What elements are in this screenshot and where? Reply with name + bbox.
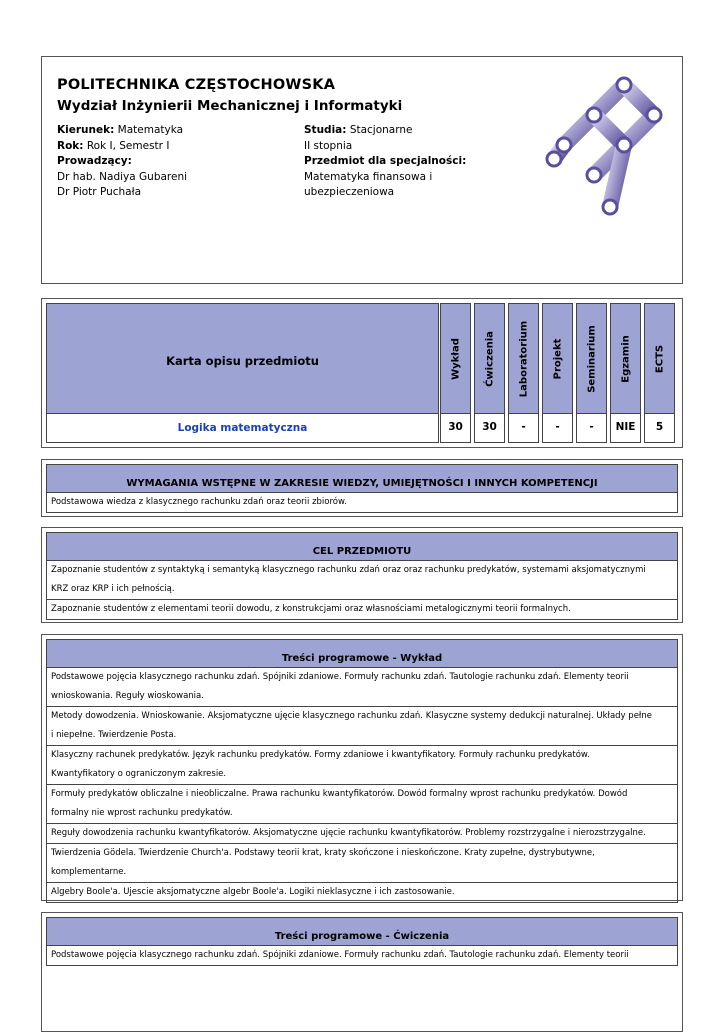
prowadzacy-2: Dr Piotr Puchała xyxy=(57,186,142,198)
table-row xyxy=(46,600,678,620)
stopien-value: II stopnia xyxy=(304,139,353,152)
karta-box xyxy=(41,298,683,448)
row-line: Zapoznanie studentów z syntaktyką i semantyką klasycznego rachunku zdań oraz oraz rachunku predykatów, systemami aksjomatycznymi xyxy=(51,565,646,575)
row-line: Reguły dowodzenia rachunku kwantyfikatorów. Aksjomatyczne ujęcie rachunku kwantyfikatorów. Problemy rozstrzygalne i nierozstrzygalne. xyxy=(51,828,646,838)
row-line: Podstawowe pojęcia klasycznego rachunku zdań. Spójniki zdaniowe. Formuły rachunku zdań. Tautologie rachunku zdań. Elementy teorii xyxy=(51,672,629,682)
wymagania-title: WYMAGANIA WSTĘPNE W ZAKRESIE WIEDZY, UMIEJĘTNOŚCI I INNYCH KOMPETENCJI xyxy=(46,464,678,493)
header-box xyxy=(41,56,683,284)
column-value: 30 xyxy=(474,413,505,443)
faculty-name: Wydział Inżynierii Mechanicznej i Informatyki xyxy=(57,98,403,114)
cwiczenia-section xyxy=(41,912,683,1032)
specjalnosc-2: ubezpieczeniowa xyxy=(304,186,395,198)
row-line: Klasyczny rachunek predykatów. Język rachunku predykatów. Formy zdaniowe i kwantyfikatory. Formuły rachunku predykatów. xyxy=(51,750,590,760)
column-header xyxy=(610,303,641,414)
row-line: wnioskowania. Reguły wioskowania. xyxy=(51,691,204,701)
column-header xyxy=(474,303,505,414)
column-header-label: Ćwiczenia xyxy=(484,330,495,387)
kierunek-value: Matematyka xyxy=(117,124,184,136)
cel-title: CEL PRZEDMIOTU xyxy=(46,532,678,561)
cel-rows xyxy=(46,561,678,620)
column-header xyxy=(542,303,573,414)
table-row xyxy=(46,824,678,844)
row-line: komplementarne. xyxy=(51,867,127,877)
column-value: 5 xyxy=(644,413,675,443)
table-row xyxy=(46,785,678,824)
column-value: NIE xyxy=(610,413,641,443)
wyklad-title: Treści programowe - Wykład xyxy=(46,639,678,668)
column-header xyxy=(508,303,539,414)
chain-logo-icon xyxy=(532,67,672,227)
cwiczenia-rows xyxy=(46,946,678,966)
cwiczenia-title: Treści programowe - Ćwiczenia xyxy=(46,917,678,946)
info-left xyxy=(57,123,187,201)
column-header-label: Laboratorium xyxy=(518,320,529,397)
rok-label: Rok: xyxy=(57,139,84,152)
przedmiot-label: Przedmiot dla specjalności: xyxy=(304,155,467,167)
column-header xyxy=(644,303,675,414)
wyklad-rows xyxy=(46,668,678,903)
specjalnosc-1: Matematyka finansowa i xyxy=(304,170,433,183)
column-value: - xyxy=(542,413,573,443)
row-line: Podstawowa wiedza z klasycznego rachunku zdań oraz teorii zbiorów. xyxy=(51,497,347,507)
column-header-label: Wykład xyxy=(450,337,461,380)
row-line: Metody dowodzenia. Wnioskowanie. Aksjomatyczne ujęcie klasycznego rachunku zdań. Klasyczne systemy dedukcji naturalnej. Układy pełne xyxy=(51,711,652,721)
table-row xyxy=(46,668,678,707)
column-header-label: Seminarium xyxy=(586,324,597,393)
prowadzacy-label: Prowadzący: xyxy=(57,155,132,167)
studia-label: Studia: xyxy=(304,124,347,136)
rok-value: Rok I, Semestr I xyxy=(86,139,170,152)
wymagania-section xyxy=(41,459,683,517)
row-line: Zapoznanie studentów z elementami teorii dowodu, z konstrukcjami oraz własnościami metalogicznymi teorii formalnych. xyxy=(51,604,571,614)
wymagania-rows xyxy=(46,493,678,513)
prowadzacy-1: Dr hab. Nadiya Gubareni xyxy=(57,170,188,183)
row-line: Algebry Boole'a. Ujescie aksjomatyczne algebr Boole'a. Logiki nieklasyczne i ich zastosowanie. xyxy=(51,887,455,897)
column-header xyxy=(440,303,471,414)
table-row xyxy=(46,883,678,903)
row-line: Podstawowe pojęcia klasycznego rachunku zdań. Spójniki zdaniowe. Formuły rachunku zdań. Tautologie rachunku zdań. Elementy teorii xyxy=(51,950,629,960)
table-row xyxy=(46,844,678,883)
row-line: Twierdzenia Gödela. Twierdzenie Church'a. Podstawy teorii krat, kraty skończone i nieskończone. Kraty zupełne, dystrybutywne, xyxy=(51,848,595,858)
kierunek-label: Kierunek: xyxy=(57,124,115,136)
table-row xyxy=(46,493,678,513)
subject-name: Logika matematyczna xyxy=(177,422,308,434)
subject-cell xyxy=(46,413,439,443)
table-row xyxy=(46,946,678,966)
info-right xyxy=(304,123,466,201)
karta-title: Karta opisu przedmiotu xyxy=(166,354,319,368)
table-row xyxy=(46,707,678,746)
wyklad-section xyxy=(41,634,683,901)
column-value: - xyxy=(576,413,607,443)
row-line: i niepełne. Twierdzenie Posta. xyxy=(51,730,177,740)
row-line: KRZ oraz KRP i ich pełnością. xyxy=(51,584,175,594)
row-line: Formuły predykatów obliczalne i nieobliczalne. Prawa rachunku kwantyfikatorów. Dowód formalny wprost rachunku predykatów. Dowód xyxy=(51,789,628,799)
row-line: Kwantyfikatory o ograniczonym zakresie. xyxy=(51,769,227,779)
column-value: - xyxy=(508,413,539,443)
column-header xyxy=(576,303,607,414)
studia-value: Stacjonarne xyxy=(349,124,413,136)
table-row xyxy=(46,746,678,785)
table-row xyxy=(46,561,678,600)
column-value: 30 xyxy=(440,413,471,443)
cel-section xyxy=(41,527,683,623)
column-header-label: Projekt xyxy=(552,338,563,379)
column-header-label: ECTS xyxy=(654,344,665,373)
university-name: POLITECHNIKA CZĘSTOCHOWSKA xyxy=(57,77,336,93)
karta-title-cell xyxy=(46,303,439,414)
row-line: formalny nie wprost rachunku predykatów. xyxy=(51,808,233,818)
column-header-label: Egzamin xyxy=(620,334,631,383)
